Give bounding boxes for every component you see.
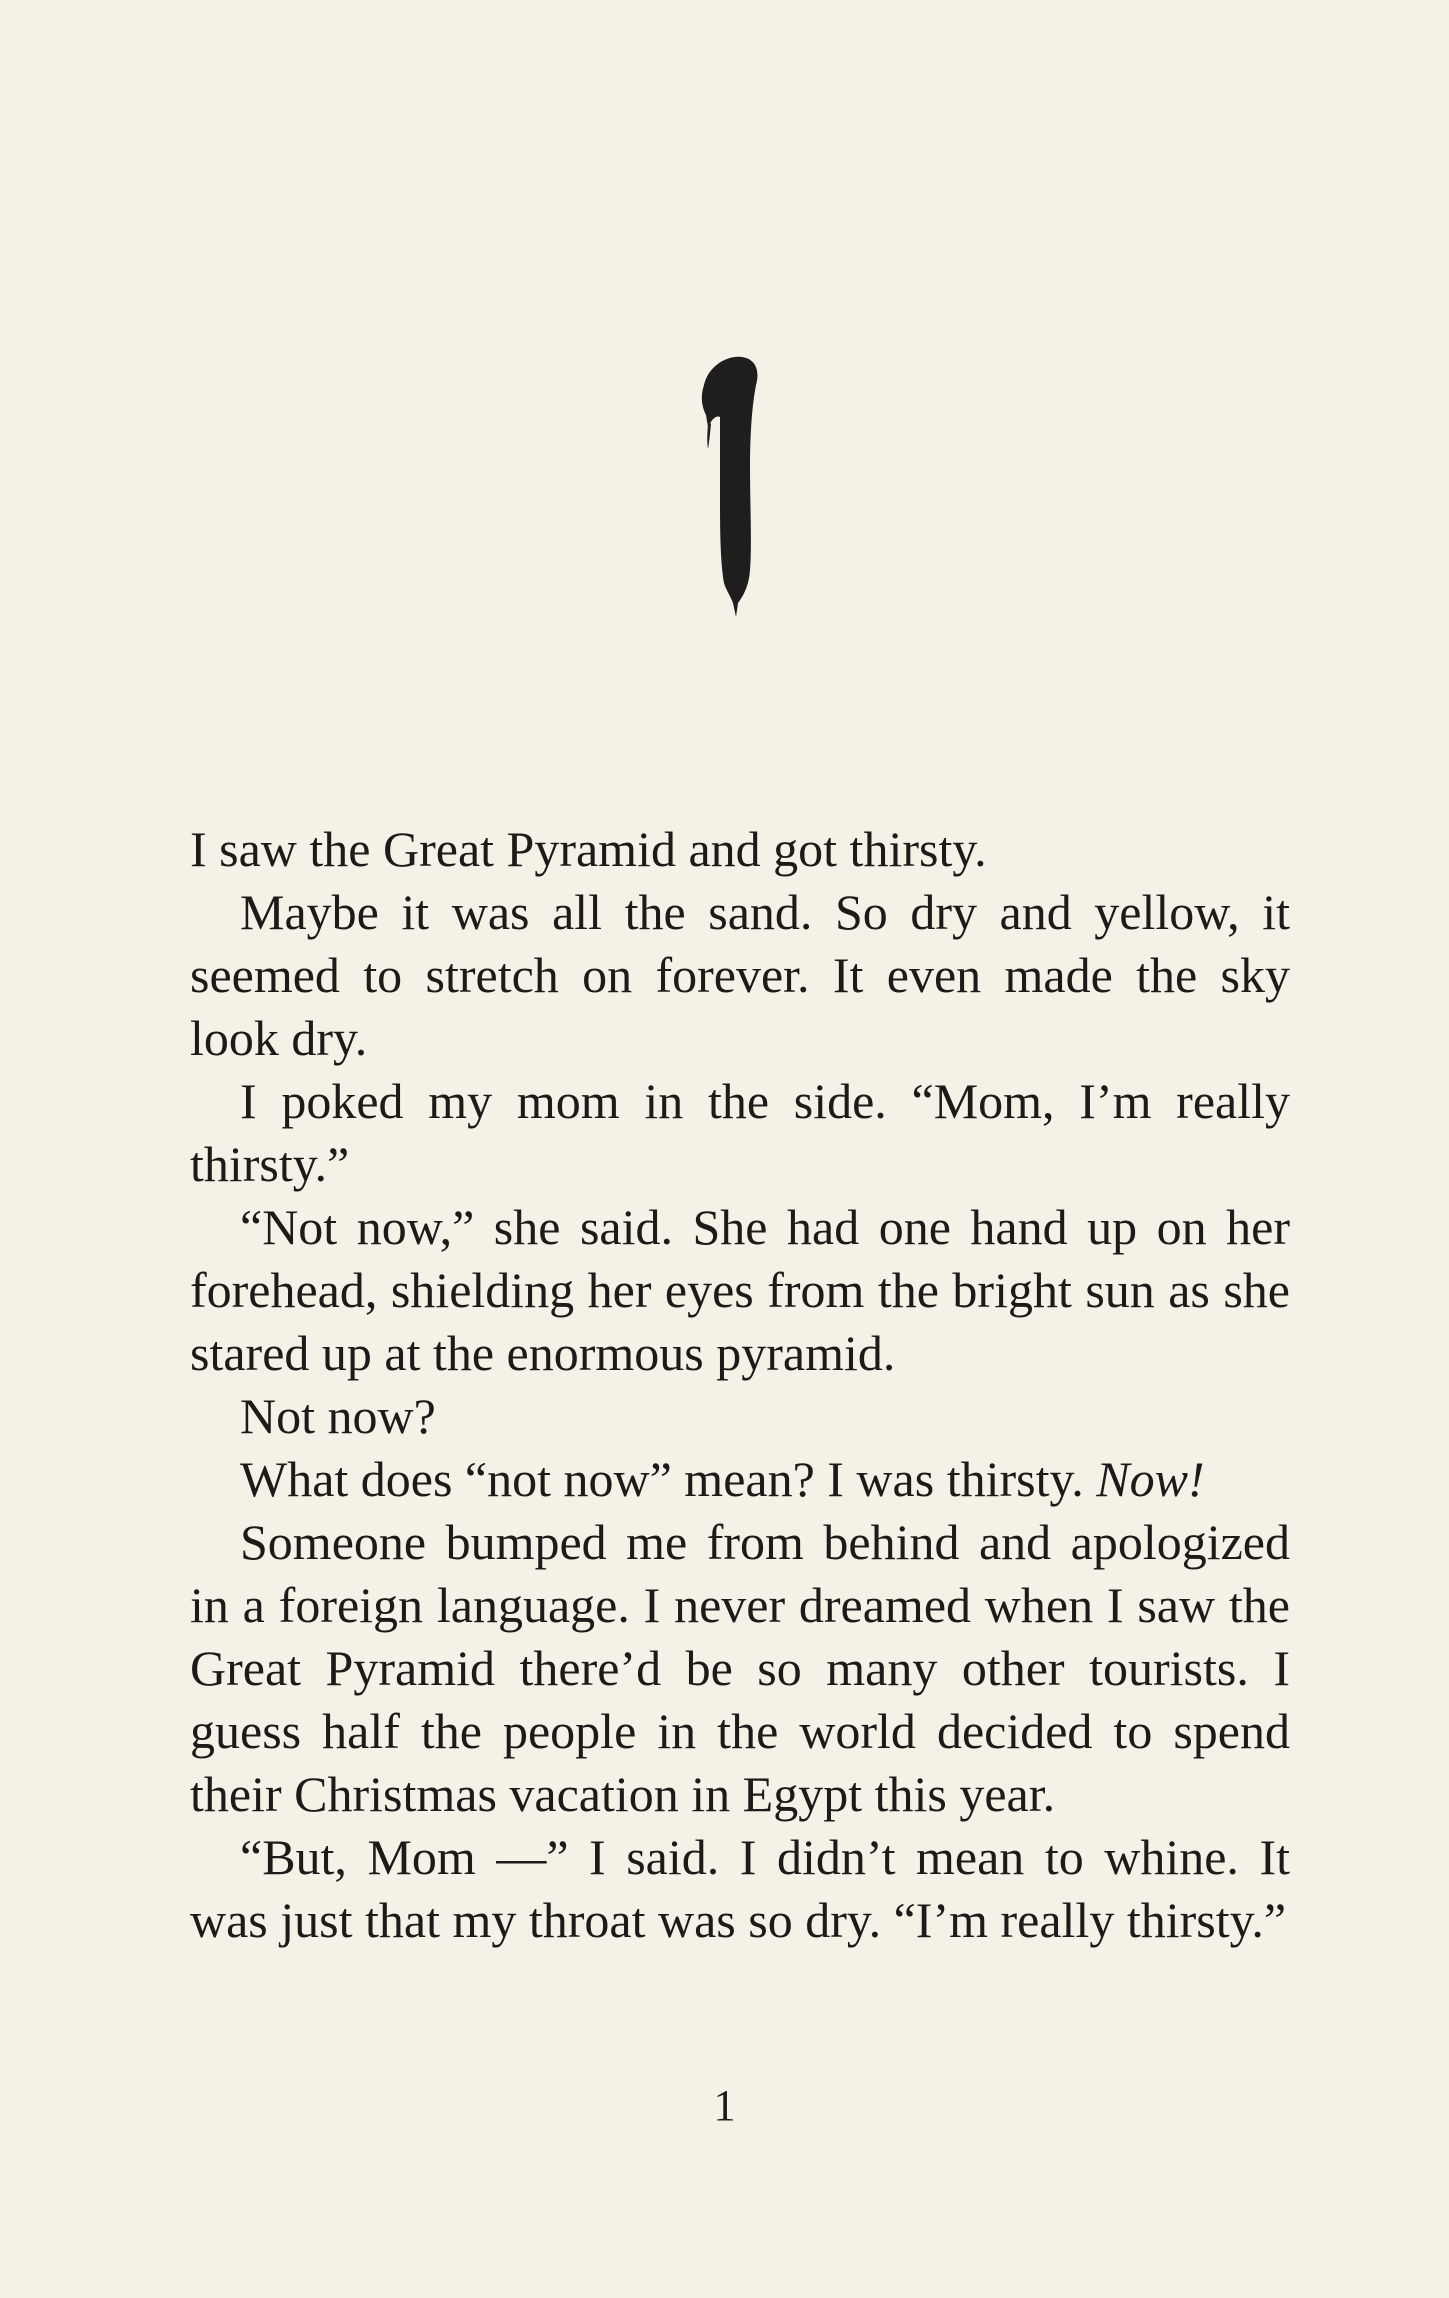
paragraph-text: What does “not now” mean? I was thirsty. [240,1451,1084,1507]
paragraph: “Not now,” she said. She had one hand up on her forehead, shielding her eyes from the bright sun as she stared up at the enormous pyramid. [190,1199,1290,1381]
page-number: 1 [713,2081,736,2130]
paragraph [190,1448,1290,1511]
paragraph: Maybe it was all the sand. So dry and yellow, it seemed to stretch on forever. It even made the sky look dry. [190,884,1290,1066]
paragraph: I saw the Great Pyramid and got thirsty. [190,821,987,877]
chapter-text [190,818,1290,1952]
chapter-number-icon [686,345,766,635]
paragraph: I poked my mom in the side. “Mom, I’m really thirsty.” [190,1073,1290,1192]
emphasis-text: Now! [1096,1451,1205,1507]
paragraph: Someone bumped me from behind and apologized in a foreign language. I never dreamed when I saw the Great Pyramid there’d be so many other tourists. I guess half the people in the world decided to spend their Christmas vacation in Egypt this year. [190,1514,1290,1822]
paragraph: Not now? [240,1388,436,1444]
paragraph: “But, Mom —” I said. I didn’t mean to whine. It was just that my throat was so dry. “I’m really thirsty.” [190,1829,1290,1948]
